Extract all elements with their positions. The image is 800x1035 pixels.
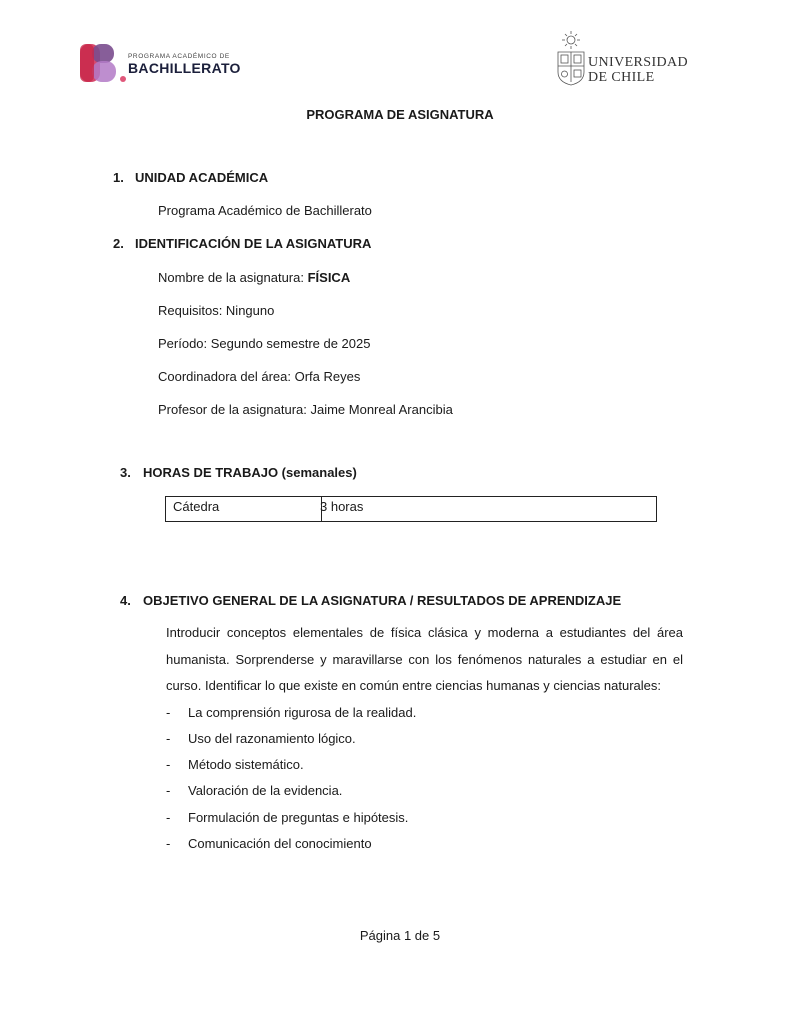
requisitos: Requisitos: Ninguno: [158, 303, 275, 318]
logo-name: BACHILLERATO: [128, 60, 241, 76]
bachillerato-b-icon: [80, 42, 128, 84]
hours-table-label: Cátedra: [166, 497, 322, 521]
bullet-marker: -: [166, 836, 171, 851]
periodo: Período: Segundo semestre de 2025: [158, 336, 371, 351]
bullet-marker: -: [166, 705, 171, 720]
nombre-label: Nombre de la asignatura:: [158, 270, 308, 285]
bullet-marker: -: [166, 757, 171, 772]
bullet-item: Valoración de la evidencia.: [188, 783, 343, 798]
bullet-item: Uso del razonamiento lógico.: [188, 731, 356, 746]
section-3-number: 3.: [120, 465, 131, 480]
section-4-number: 4.: [120, 593, 131, 608]
bullet-item: La comprensión rigurosa de la realidad.: [188, 705, 417, 720]
hours-table-value: 3 horas: [320, 499, 364, 514]
bullet-marker: -: [166, 810, 171, 825]
profesor: Profesor de la asignatura: Jaime Monreal Arancibia: [158, 402, 453, 417]
objetivo-line: humanista. Sorprenderse y maravillarse con los fenómenos naturales a estudiar en el: [166, 651, 683, 667]
bullet-item: Método sistemático.: [188, 757, 304, 772]
section-1-number: 1.: [113, 170, 124, 185]
objetivo-line: Introducir conceptos elementales de física clásica y moderna a estudiantes del área: [166, 625, 683, 640]
unidad-academica-value: Programa Académico de Bachillerato: [158, 203, 372, 218]
bullet-marker: -: [166, 731, 171, 746]
section-4-heading: OBJETIVO GENERAL DE LA ASIGNATURA / RESULTADOS DE APRENDIZAJE: [143, 593, 622, 608]
bachillerato-logo: [80, 42, 250, 84]
bullet-item: Formulación de preguntas e hipótesis.: [188, 810, 409, 825]
bullet-marker: -: [166, 783, 171, 798]
section-3-heading: HORAS DE TRABAJO (semanales): [143, 465, 357, 480]
nombre-value: FÍSICA: [307, 270, 351, 285]
nombre-asignatura: [158, 270, 350, 285]
objetivo-line: curso. Identificar lo que existe en común entre ciencias humanas y ciencias naturales:: [166, 678, 661, 693]
university-name-line1: UNIVERSIDAD: [588, 55, 689, 70]
page-number: Página 1 de 5: [359, 928, 441, 943]
logo-subtitle: PROGRAMA ACADÉMICO DE: [128, 53, 230, 60]
objetivo-paragraph: [166, 620, 683, 700]
hours-table: [165, 496, 657, 522]
university-name-line2: DE CHILE: [588, 70, 655, 85]
page-title: PROGRAMA DE ASIGNATURA: [306, 107, 494, 122]
section-2-heading: IDENTIFICACIÓN DE LA ASIGNATURA: [135, 236, 372, 251]
bullet-item: Comunicación del conocimiento: [188, 836, 372, 851]
section-1-heading: UNIDAD ACADÉMICA: [135, 170, 269, 185]
section-2-number: 2.: [113, 236, 124, 251]
coordinadora: Coordinadora del área: Orfa Reyes: [158, 369, 361, 384]
universidad-de-chile-logo: [556, 30, 696, 86]
university-seal-icon: [556, 30, 586, 86]
